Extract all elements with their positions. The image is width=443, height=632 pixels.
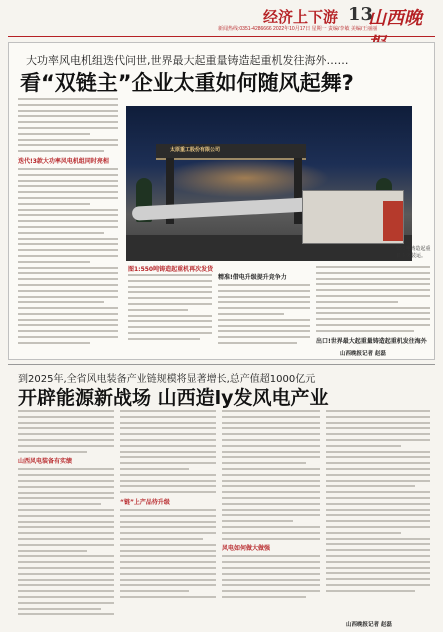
newspaper-logo: 山西晚 [368,8,422,29]
article1-column-4 [316,266,430,346]
article1-section-head: 迭代!3款大功率风电机组同时亮相 [18,157,109,165]
article2-column-3 [222,410,320,620]
article2-column-4 [326,410,430,616]
article2-section-head: 风电如何做大做强 [222,545,271,553]
photo-sign-text: 太原重工股份有限公司 [170,147,221,153]
article2-section-head: “链”上产品待升级 [120,498,170,506]
masthead-info: 新闻热线:0351-4286666 2022年10月17日 星期一 责编/李敏 美编/王丽丽 [218,26,378,32]
article1-column-3 [218,270,310,348]
article2-headline: 开辟能源新战场 山西造ly发风电产业 [18,387,329,409]
article1-section-head: 出口!世界最大起重量铸造起重机发往海外 [316,337,427,345]
article1-subhead: 大功率风电机组迭代问世,世界最大起重量铸造起重机发往海外…… [26,54,349,67]
article-divider [8,364,435,365]
photo-side-caption: 550吨铸造起重机主梁装运。 [396,246,431,259]
masthead [8,4,435,37]
page-number: 13 [348,4,374,25]
section-title: 经济上下游 [263,8,339,26]
article2-column-1 [18,410,114,620]
article2-section-head: 山西风电装备有实绩 [18,458,73,466]
photo-caption: 图1:550吨铸造起重机再次发货 [128,266,214,273]
article2-byline: 山西晚报记者 赵磊 [346,622,392,628]
article2-subhead: 到2025年,全省风电装备产业链规模将显著增长,总产值超1000亿元 [18,374,316,385]
article1-column-2 [128,274,212,346]
news-photo [126,106,412,261]
article1-headline: 看“双链主”企业太重如何随风起舞? [20,71,354,95]
article2-column-2 [120,410,216,620]
article1-column-1 [18,98,118,348]
article1-byline: 山西晚报记者 赵磊 [340,351,386,357]
article1-section-head: 精准!借电升级提升竞争力 [218,274,287,281]
